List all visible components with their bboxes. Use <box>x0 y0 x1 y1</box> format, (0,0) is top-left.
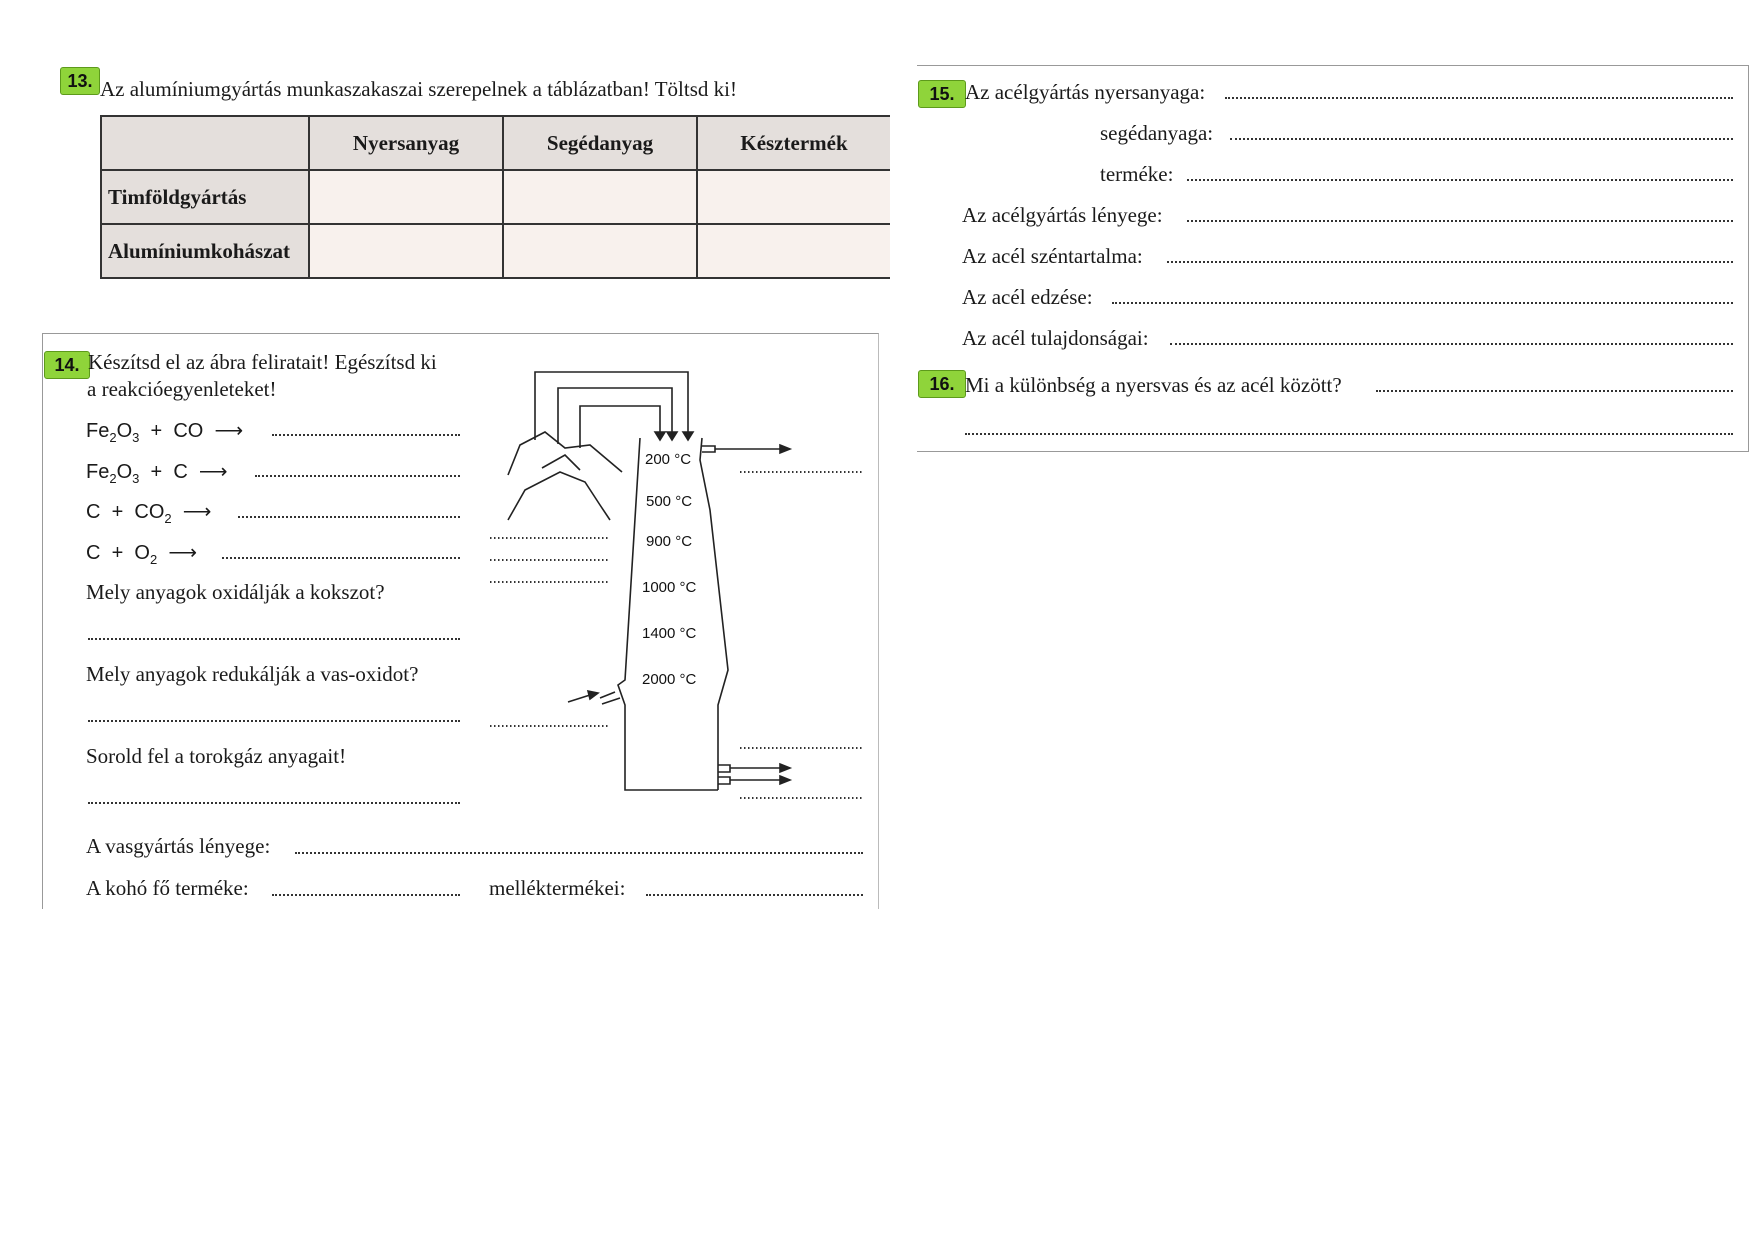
temp-label-900: 900 °C <box>646 533 693 550</box>
answer-line-eq1[interactable] <box>272 434 460 436</box>
arrow-icon: ⟶ <box>214 420 244 442</box>
steel-raw-label: Az acélgyártás nyersanyaga: <box>965 80 1206 104</box>
question-13-badge: 13. <box>60 67 100 95</box>
arrow-icon: ⟶ <box>198 461 228 483</box>
column-header: Nyersanyag <box>309 116 503 170</box>
answer-line-iron-essence[interactable] <box>295 852 863 854</box>
question-16-text: Mi a különbség a nyersvas és az acél között? <box>965 373 1342 397</box>
answer-line-main-product[interactable] <box>272 894 460 896</box>
question-14-title-line2: a reakcióegyenleteket! <box>87 377 277 401</box>
steel-product-label: terméke: <box>1100 162 1174 186</box>
row-header: Timföldgyártás <box>101 170 309 224</box>
question-14-title-line1: Készítsd el az ábra feliratait! Egészítsd ki <box>88 350 437 374</box>
equation-2: $Fe_2O_3 + C$ ⟶ <box>86 461 228 486</box>
answer-cell[interactable] <box>309 224 503 278</box>
answer-line-steel-hardening[interactable] <box>1112 302 1733 304</box>
question-oxidize: Mely anyagok oxidálják a kokszot? <box>86 580 385 604</box>
answer-line-q16-a[interactable] <box>1376 390 1733 392</box>
blast-furnace-diagram <box>490 360 880 820</box>
answer-line-steel-essence[interactable] <box>1187 220 1733 222</box>
equation-1: $Fe_2O_3$ + CO ⟶ <box>86 420 244 445</box>
temp-label-1400: 1400 °C <box>642 625 697 642</box>
iron-essence-label: A vasgyártás lényege: <box>86 834 271 858</box>
answer-line-oxidize[interactable] <box>88 638 460 640</box>
question-15-badge: 15. <box>918 80 966 108</box>
row-header: Alumíniumkohászat <box>101 224 309 278</box>
column-header: Segédanyag <box>503 116 697 170</box>
answer-cell[interactable] <box>309 170 503 224</box>
answer-line-steel-carbon[interactable] <box>1167 261 1733 263</box>
answer-line-reduce[interactable] <box>88 720 460 722</box>
answer-cell[interactable] <box>697 170 890 224</box>
answer-line-byproducts[interactable] <box>646 894 863 896</box>
temp-label-1000: 1000 °C <box>642 579 697 596</box>
aluminium-table <box>100 115 890 279</box>
question-gas: Sorold fel a torokgáz anyagait! <box>86 744 347 768</box>
main-product-label: A kohó fő terméke: <box>86 876 249 900</box>
steel-properties-label: Az acél tulajdonságai: <box>962 326 1149 350</box>
arrow-icon: ⟶ <box>182 501 212 523</box>
answer-line-steel-raw[interactable] <box>1225 97 1733 99</box>
answer-cell[interactable] <box>697 224 890 278</box>
answer-line-eq4[interactable] <box>222 557 460 559</box>
answer-line-steel-product[interactable] <box>1187 179 1733 181</box>
steel-hardening-label: Az acél edzése: <box>962 285 1093 309</box>
answer-line-q16-b[interactable] <box>965 433 1733 435</box>
answer-line-eq3[interactable] <box>238 516 460 518</box>
question-reduce: Mely anyagok redukálják a vas-oxidot? <box>86 662 419 686</box>
steel-aux-label: segédanyaga: <box>1100 121 1214 145</box>
answer-line-steel-aux[interactable] <box>1230 138 1733 140</box>
answer-cell[interactable] <box>503 224 697 278</box>
temp-label-200: 200 °C <box>645 451 692 468</box>
answer-cell[interactable] <box>503 170 697 224</box>
byproducts-label: melléktermékei: <box>489 876 626 900</box>
column-header: Késztermék <box>697 116 890 170</box>
table-corner-cell <box>101 116 309 170</box>
question-16-badge: 16. <box>918 370 966 398</box>
question-14-badge: 14. <box>44 351 90 379</box>
equation-3: $C + CO_2$ ⟶ <box>86 501 212 526</box>
steel-carbon-label: Az acél széntartalma: <box>962 244 1143 268</box>
arrow-icon: ⟶ <box>168 542 197 564</box>
steel-essence-label: Az acélgyártás lényege: <box>962 203 1163 227</box>
temp-label-2000: 2000 °C <box>642 671 697 688</box>
answer-line-gas[interactable] <box>88 802 460 804</box>
temp-label-500: 500 °C <box>646 493 693 510</box>
question-13-title: Az alumíniumgyártás munkaszakaszai szerepelnek a táblázatban! Töltsd ki! <box>100 77 737 101</box>
answer-line-eq2[interactable] <box>255 475 460 477</box>
answer-line-steel-properties[interactable] <box>1170 343 1733 345</box>
equation-4: $C + O_2$ ⟶ <box>86 542 197 567</box>
